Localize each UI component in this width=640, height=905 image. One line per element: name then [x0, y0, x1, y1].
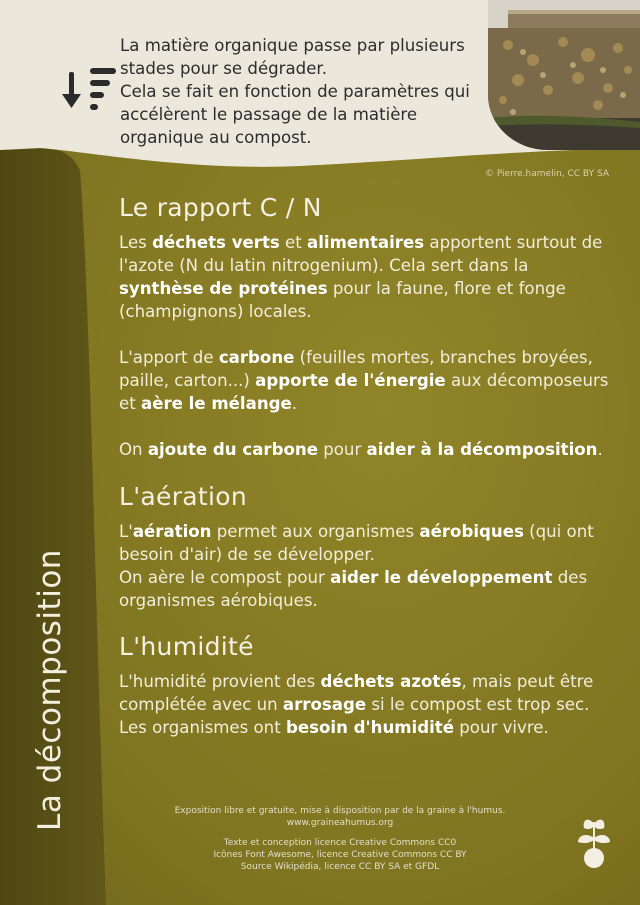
- section-heading-humidite: L'humidité: [119, 632, 254, 661]
- text-run: On: [119, 440, 148, 459]
- section-cn-paragraph-1: [119, 231, 614, 323]
- text-run: arrosage: [282, 695, 367, 714]
- text-run: On aère le compost pour: [119, 568, 331, 587]
- text-run: aux décomposeurs et: [119, 371, 609, 413]
- intro-line-1: La matière organique passe par plusieurs stades pour se dégrader.: [120, 36, 465, 78]
- text-run: L'apport de: [119, 348, 219, 367]
- footer-license-text: Texte et conception licence Creative Commons CC0: [223, 838, 457, 848]
- main-content: [119, 193, 614, 739]
- text-run: apportent surtout de l'azote (N du latin nitrogenium). Cela sert dans la: [119, 233, 603, 275]
- compost-photo: [488, 0, 640, 150]
- section-cn-paragraph-2: [119, 346, 614, 415]
- text-run: , mais peut être complétée avec un: [119, 672, 594, 714]
- sort-amount-down-icon: [60, 66, 118, 114]
- section-humidite-paragraph-1: [119, 670, 614, 739]
- photo-credit: © Pierre.hamelin, CC BY SA: [484, 169, 609, 179]
- footer: [150, 805, 530, 873]
- section-heading-aeration: L'aération: [119, 482, 247, 511]
- text-run: pour vivre.: [454, 718, 549, 737]
- text-run: pour: [317, 440, 367, 459]
- footer-line-1: Exposition libre et gratuite, mise à disposition par de la graine à l'humus.: [174, 806, 506, 816]
- text-run: (feuilles mortes, branches broyées, paille, carton...): [119, 348, 593, 390]
- text-run: besoin d'humidité: [285, 718, 454, 737]
- text-run: .: [291, 394, 298, 413]
- text-run: apporte de l'énergie: [255, 371, 446, 390]
- text-run: ajoute du carbone: [147, 440, 318, 459]
- footer-license-icons: Icônes Font Awesome, licence Creative Commons CC BY: [213, 850, 467, 860]
- text-run: carbone: [218, 348, 295, 367]
- footer-website: www.graineahumus.org: [286, 818, 394, 828]
- footer-license-source: Source Wikipédia, licence CC BY SA et GFDL: [240, 862, 440, 872]
- intro-line-2: Cela se fait en fonction de paramètres qui accélèrent le passage de la matière organique au compost.: [120, 82, 470, 147]
- text-run: des organismes aérobiques.: [119, 568, 588, 610]
- text-run: L': [119, 522, 133, 541]
- vertical-page-title: La décomposition: [32, 549, 68, 831]
- text-run: permet aux organismes: [211, 522, 420, 541]
- text-run: déchets verts: [152, 233, 280, 252]
- text-run: synthèse de protéines: [119, 279, 328, 298]
- text-run: aider à la décomposition: [366, 440, 598, 459]
- text-run: aider le développement: [330, 568, 553, 587]
- intro-text: [120, 34, 490, 149]
- text-run: Les: [119, 233, 153, 252]
- text-run: déchets azotés: [320, 672, 462, 691]
- text-run: si le compost est trop sec. Les organismes ont: [119, 695, 590, 737]
- text-run: L'humidité provient des: [119, 672, 321, 691]
- section-aeration-paragraph-1: [119, 520, 614, 566]
- text-run: pour la faune, flore et fonge (champignons) locales.: [119, 279, 566, 321]
- text-run: alimentaires: [307, 233, 425, 252]
- section-aeration-paragraph-2: [119, 566, 614, 612]
- text-run: aère le mélange: [141, 394, 292, 413]
- text-run: (qui ont besoin d'air) de se développer.: [119, 522, 594, 564]
- text-run: .: [597, 440, 603, 459]
- text-run: aération: [132, 522, 212, 541]
- text-run: aérobiques: [419, 522, 524, 541]
- section-heading-cn: Le rapport C / N: [119, 193, 322, 222]
- section-cn-paragraph-3: [119, 438, 614, 461]
- text-run: et: [279, 233, 308, 252]
- seedling-logo-icon: [574, 812, 614, 870]
